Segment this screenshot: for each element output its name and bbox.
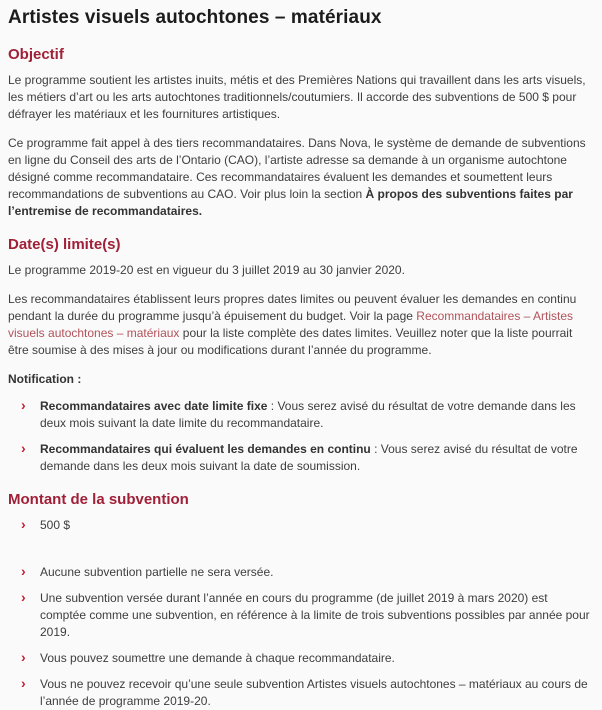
chevron-bullet-icon: › (21, 516, 26, 532)
section-heading-dates: Date(s) limite(s) (8, 236, 121, 253)
chevron-bullet-icon: › (21, 649, 26, 665)
section-objectif (8, 45, 593, 220)
paragraph-text: pour la liste complète des dates limites. Veuillez noter que la liste pourrait être soumise à des mises à jour ou modifications durant l’année du programme. (8, 326, 573, 357)
list-item-text: Vous ne pouvez recevoir qu’une seule subvention Artistes visuels autochtones – matériaux au cours de l’année de programme 2019-20. (40, 677, 588, 708)
notification-list (8, 398, 593, 475)
paragraph-recommenders-process (8, 135, 593, 220)
section-heading-objectif: Objectif (8, 46, 64, 63)
paragraph-text: Les recommandataires établissent leurs propres dates limites ou peuvent évaluer les demandes en continu pendant la durée du programme jusqu’à épuisement du budget. Voir la page (8, 292, 577, 323)
list-item-bold: Recommandataires avec date limite fixe (40, 399, 268, 413)
list-item-rest: : Vous serez avisé du résultat de votre demande dans les deux mois suivant la date limite du recommandataire. (40, 399, 576, 430)
notification-label: Notification : (8, 372, 82, 386)
chevron-bullet-icon: › (21, 675, 26, 691)
program-page (8, 6, 593, 710)
section-montant (8, 490, 593, 710)
paragraph-text: Le programme 2019-20 est en vigueur du 3 juillet 2019 au 30 janvier 2020. (8, 263, 405, 277)
list-item (8, 441, 593, 475)
list-item-text: Une subvention versée durant l’année en cours du programme (de juillet 2019 à mars 2020) est comptée comme une subvention, en référence à la limite de trois subventions possibles par année pour 2019. (40, 591, 590, 639)
list-item-text: Aucune subvention partielle ne sera versée. (40, 565, 274, 579)
list-item-rest: : Vous serez avisé du résultat de votre demande dans les deux mois suivant la date de soumission. (40, 442, 578, 473)
paragraph-text: Ce programme fait appel à des tiers recommandataires. Dans Nova, le système de demande de subventions en ligne du Conseil des arts de l’Ontario (CAO), l’artiste adresse sa demande à un organisme autochtone désigné comme recommandataire. Ces recommandataires évaluent les demandes et soumettent leurs recommandations de subventions au CAO. Voir plus loin la section (8, 136, 586, 201)
list-item (8, 398, 593, 432)
list-item-text: Vous pouvez soumettre une demande à chaque recommandataire. (40, 651, 395, 665)
list-item-text: 500 $ (40, 518, 71, 532)
list-item (8, 517, 593, 534)
rules-list (8, 564, 593, 710)
cross-reference-bold: À propos des subventions faites par l’entremise de recommandataires. (8, 187, 573, 218)
paragraph-program-description (8, 72, 593, 123)
chevron-bullet-icon: › (21, 589, 26, 605)
chevron-bullet-icon: › (21, 563, 26, 579)
list-item (8, 650, 593, 667)
paragraph-text: Le programme soutient les artistes inuits, métis et des Premières Nations qui travaillent dans les arts visuels, les métiers d’art ou les arts autochtones traditionnels/coutumiers. Il accorde des subventions de 500 $ pour défrayer les matériaux et les fournitures artistiques. (8, 73, 586, 121)
list-item-bold: Recommandataires qui évaluent les demandes en continu (40, 442, 371, 456)
paragraph-deadlines-info (8, 291, 593, 359)
list-item-text (40, 399, 576, 430)
amount-list (8, 517, 593, 534)
recommandataires-page-link[interactable]: Recommandataires – Artistes visuels autochtones – matériaux (8, 309, 574, 340)
page-title: Artistes visuels autochtones – matériaux (8, 7, 382, 28)
list-item (8, 564, 593, 581)
chevron-bullet-icon: › (21, 440, 26, 456)
section-dates-limites (8, 235, 593, 475)
section-heading-montant: Montant de la subvention (8, 491, 189, 508)
list-item (8, 676, 593, 710)
list-item-text (40, 442, 578, 473)
paragraph-program-period (8, 262, 593, 279)
list-item (8, 590, 593, 641)
chevron-bullet-icon: › (21, 397, 26, 413)
